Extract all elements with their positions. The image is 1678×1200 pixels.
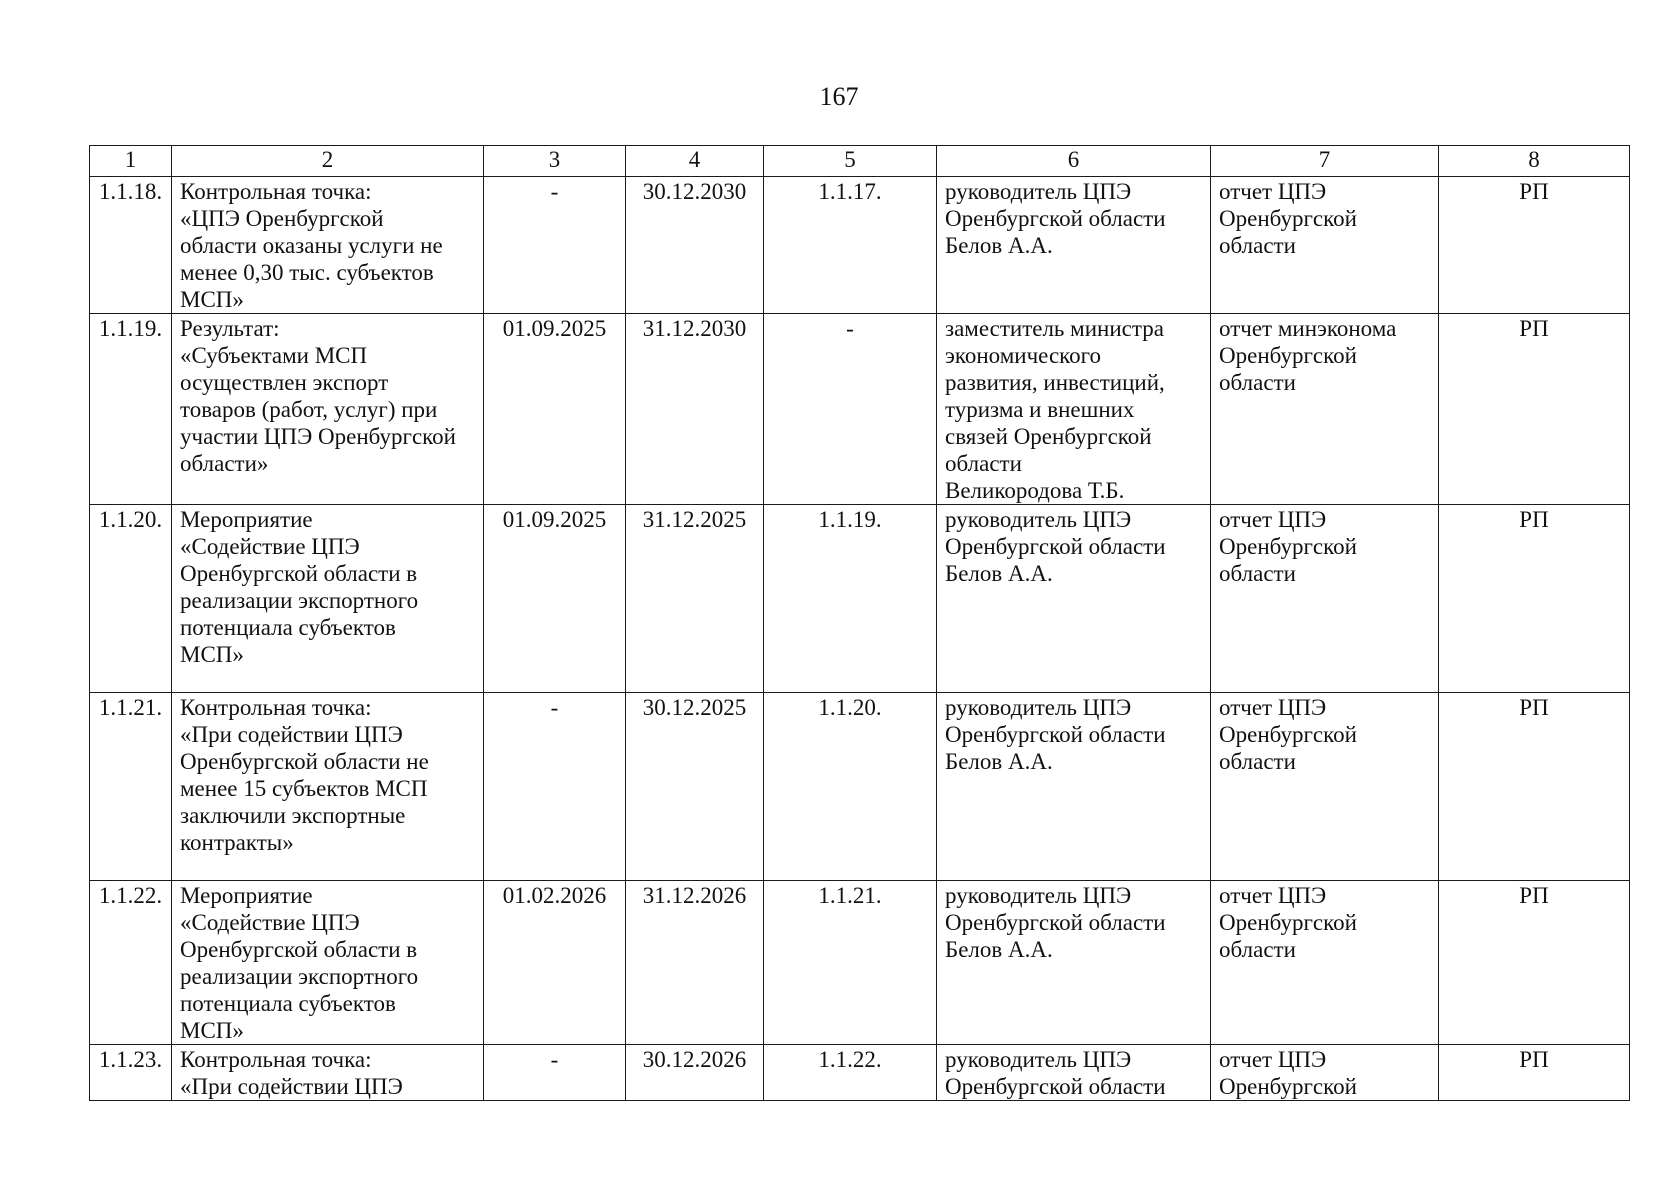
start-date: - — [484, 177, 626, 314]
column-header: 4 — [626, 146, 764, 177]
table-row — [90, 505, 1630, 693]
table-row — [90, 314, 1630, 505]
item-number: 1.1.22. — [90, 881, 172, 1045]
plan-table — [89, 145, 1630, 1101]
table-row — [90, 1045, 1630, 1101]
column-header: 3 — [484, 146, 626, 177]
table-header-row — [90, 146, 1630, 177]
control-level: РП — [1439, 177, 1630, 314]
control-level: РП — [1439, 505, 1630, 693]
table-row — [90, 881, 1630, 1045]
report-document: отчет ЦПЭ Оренбургской — [1211, 1045, 1439, 1101]
end-date: 30.12.2026 — [626, 1045, 764, 1101]
predecessor: 1.1.22. — [764, 1045, 937, 1101]
column-header: 7 — [1211, 146, 1439, 177]
report-document: отчет ЦПЭ Оренбургской области — [1211, 177, 1439, 314]
item-number: 1.1.21. — [90, 693, 172, 881]
report-document: отчет минэконома Оренбургской области — [1211, 314, 1439, 505]
item-number: 1.1.18. — [90, 177, 172, 314]
end-date: 31.12.2026 — [626, 881, 764, 1045]
start-date: 01.02.2026 — [484, 881, 626, 1045]
responsible: руководитель ЦПЭ Оренбургской области — [937, 1045, 1211, 1101]
report-document: отчет ЦПЭ Оренбургской области — [1211, 693, 1439, 881]
control-level: РП — [1439, 881, 1630, 1045]
column-header: 5 — [764, 146, 937, 177]
end-date: 30.12.2025 — [626, 693, 764, 881]
report-document: отчет ЦПЭ Оренбургской области — [1211, 881, 1439, 1045]
column-header: 1 — [90, 146, 172, 177]
predecessor: 1.1.20. — [764, 693, 937, 881]
item-name: Результат: «Субъектами МСП осуществлен экспорт товаров (работ, услуг) при участии ЦПЭ Оренбургской области» — [172, 314, 484, 505]
predecessor: 1.1.19. — [764, 505, 937, 693]
control-level: РП — [1439, 314, 1630, 505]
column-header: 2 — [172, 146, 484, 177]
responsible: заместитель министра экономического развития, инвестиций, туризма и внешних связей Оренбургской области Великородова Т.Б. — [937, 314, 1211, 505]
responsible: руководитель ЦПЭ Оренбургской области Белов А.А. — [937, 693, 1211, 881]
report-document: отчет ЦПЭ Оренбургской области — [1211, 505, 1439, 693]
predecessor: 1.1.21. — [764, 881, 937, 1045]
item-name: Контрольная точка: «При содействии ЦПЭ Оренбургской области не менее 15 субъектов МСП заключили экспортные контракты» — [172, 693, 484, 881]
start-date: 01.09.2025 — [484, 505, 626, 693]
end-date: 31.12.2025 — [626, 505, 764, 693]
start-date: - — [484, 1045, 626, 1101]
end-date: 30.12.2030 — [626, 177, 764, 314]
responsible: руководитель ЦПЭ Оренбургской области Белов А.А. — [937, 881, 1211, 1045]
table-row — [90, 693, 1630, 881]
predecessor: 1.1.17. — [764, 177, 937, 314]
item-name: Мероприятие «Содействие ЦПЭ Оренбургской области в реализации экспортного потенциала субъектов МСП» — [172, 505, 484, 693]
page-number: 167 — [819, 82, 859, 111]
start-date: - — [484, 693, 626, 881]
responsible: руководитель ЦПЭ Оренбургской области Белов А.А. — [937, 505, 1211, 693]
item-name: Мероприятие «Содействие ЦПЭ Оренбургской области в реализации экспортного потенциала субъектов МСП» — [172, 881, 484, 1045]
column-header: 8 — [1439, 146, 1630, 177]
column-header: 6 — [937, 146, 1211, 177]
item-name: Контрольная точка: «ЦПЭ Оренбургской области оказаны услуги не менее 0,30 тыс. субъектов МСП» — [172, 177, 484, 314]
end-date: 31.12.2030 — [626, 314, 764, 505]
item-number: 1.1.20. — [90, 505, 172, 693]
table-row — [90, 177, 1630, 314]
item-name: Контрольная точка: «При содействии ЦПЭ — [172, 1045, 484, 1101]
start-date: 01.09.2025 — [484, 314, 626, 505]
item-number: 1.1.19. — [90, 314, 172, 505]
responsible: руководитель ЦПЭ Оренбургской области Белов А.А. — [937, 177, 1211, 314]
item-number: 1.1.23. — [90, 1045, 172, 1101]
control-level: РП — [1439, 693, 1630, 881]
predecessor: - — [764, 314, 937, 505]
control-level: РП — [1439, 1045, 1630, 1101]
